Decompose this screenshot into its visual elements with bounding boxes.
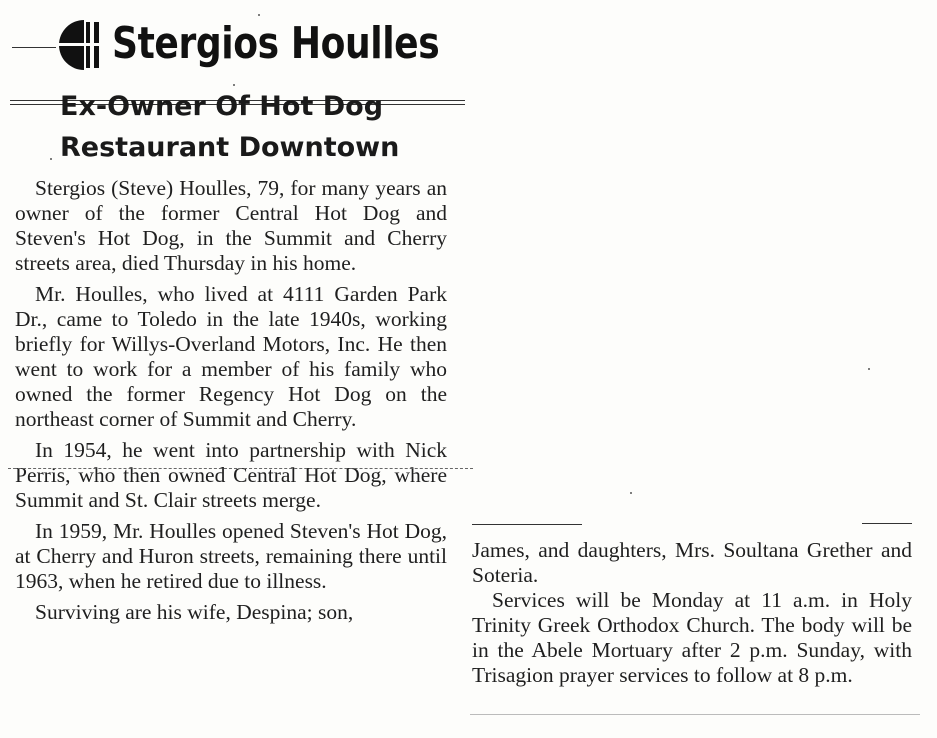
column-rule <box>8 468 473 469</box>
subhead-line-1: Ex-Owner Of Hot Dog <box>60 91 384 122</box>
article-column-2 <box>472 538 912 688</box>
paragraph: Stergios (Steve) Houlles, 79, for many years an owner of the former Central Hot Dog and Steven's Hot Dog, in the Summit and Cherry streets area, died Thursday in his home. <box>15 176 447 275</box>
print-speck <box>50 158 52 160</box>
obituary-logo-icon <box>54 18 108 72</box>
headline-rule <box>12 47 56 48</box>
column-2-top-rule-right <box>862 523 912 524</box>
subhead-line-2: Restaurant Downtown <box>60 132 400 163</box>
paragraph: James, and daughters, Mrs. Soultana Grether and Soteria. <box>472 538 912 587</box>
column-2-top-rule <box>472 524 582 525</box>
paragraph: Surviving are his wife, Despina; son, <box>35 600 354 624</box>
print-speck <box>233 84 235 86</box>
bottom-rule <box>470 714 920 715</box>
paragraph: In 1959, Mr. Houlles opened Steven's Hot Dog, at Cherry and Huron streets, remaining there until 1963, when he retired due to illness. <box>15 519 447 593</box>
paragraph: Services will be Monday at 11 a.m. in Holy Trinity Greek Orthodox Church. The body will be in the Abele Mortuary after 2 p.m. Sunday, with Trisagion prayer services to follow at 8 p.m. <box>472 588 912 687</box>
print-speck <box>258 14 260 16</box>
paragraph: In 1954, he went into partnership with Nick Perris, who then owned Central Hot Dog, where Summit and St. Clair streets merge. <box>15 438 447 512</box>
article-column-1 <box>15 176 447 631</box>
print-speck <box>630 492 632 494</box>
paragraph: Mr. Houlles, who lived at 4111 Garden Park Dr., came to Toledo in the late 1940s, working briefly for Willys-Overland Motors, Inc. He then went to work for a member of his family who owned the former Regency Hot Dog on the northeast corner of Summit and Cherry. <box>15 282 447 431</box>
print-speck <box>868 368 870 370</box>
headline-title: Stergios Houlles <box>112 18 440 69</box>
